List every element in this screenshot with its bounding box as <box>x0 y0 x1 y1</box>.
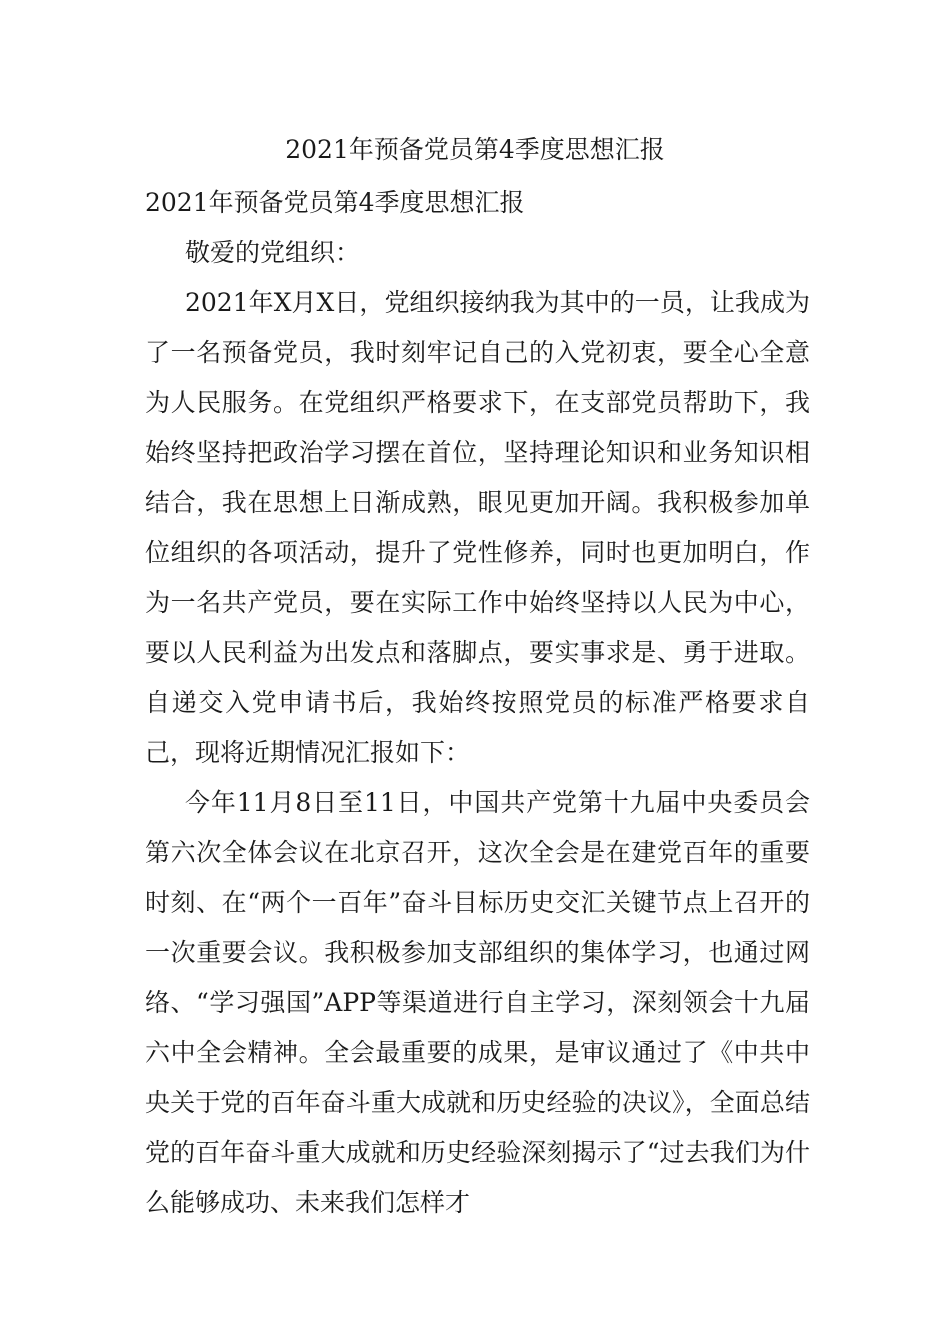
document-title: 2021年预备党员第4季度思想汇报 <box>285 135 665 164</box>
document-subtitle: 2021年预备党员第4季度思想汇报 <box>145 188 525 217</box>
paragraph-1: 2021年X月X日，党组织接纳我为其中的一员，让我成为了一名预备党员，我时刻牢记自己的入党初衷，要全心全意为人民服务。在党组织严格要求下，在支部党员帮助下，我始终坚持把政治学习摆在首位，坚持理论知识和业务知识相结合，我在思想上日渐成熟，眼见更加开阔。我积极参加单位组织的各项活动，提升了党性修养，同时也更加明白，作为一名共产党员，要在实际工作中始终坚持以人民为中心，要以人民利益为出发点和落脚点，要实事求是、勇于进取。自递交入党申请书后，我始终按照党员的标准严格要求自己，现将近期情况汇报如下： <box>145 288 810 767</box>
salutation: 敬爱的党组织： <box>185 238 361 267</box>
document-body <box>145 178 810 1228</box>
paragraph-2: 今年11月8日至11日，中国共产党第十九届中央委员会第六次全体会议在北京召开，这次全会是在建党百年的重要时刻、在“两个一百年”奋斗目标历史交汇关键节点上召开的一次重要会议。我积极参加支部组织的集体学习，也通过网络、“学习强国”APP等渠道进行自主学习，深刻领会十九届六中全会精神。全会最重要的成果，是审议通过了《中共中央关于党的百年奋斗重大成就和历史经验的决议》，全面总结党的百年奋斗重大成就和历史经验深刻揭示了“过去我们为什么能够成功、未来我们怎样才 <box>145 788 810 1217</box>
